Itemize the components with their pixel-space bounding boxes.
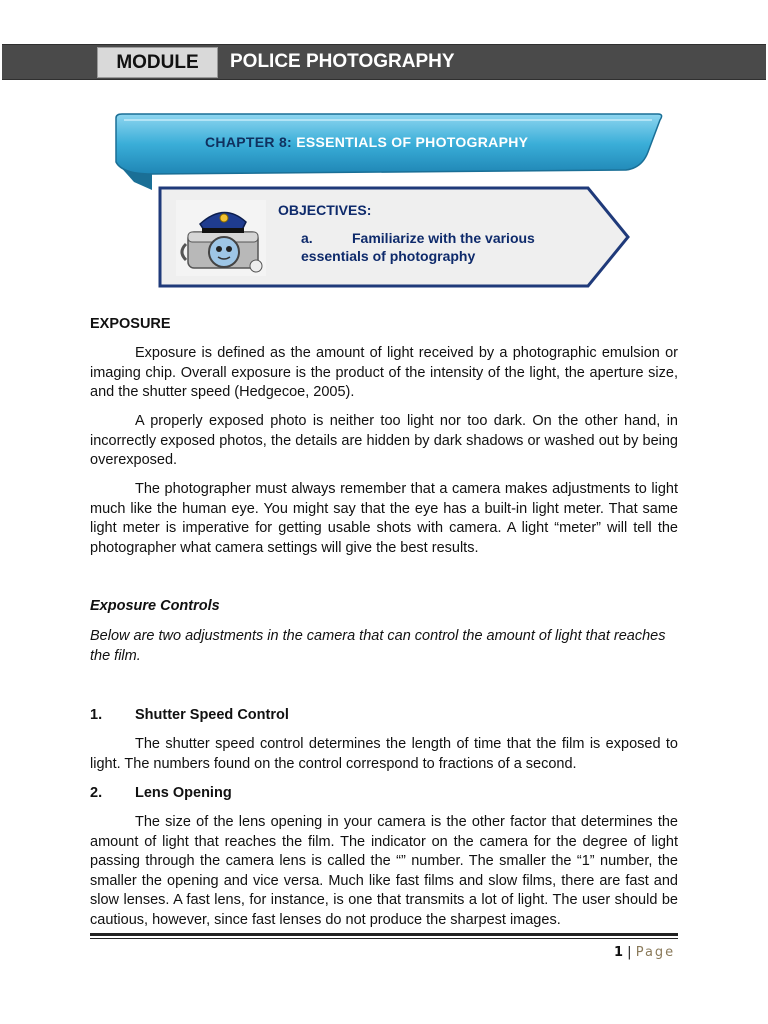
paragraph-text: A properly exposed photo is neither too light nor too dark. On the other hand, in incorrectly exposed photos, the details are hidden by dark shadows or washed out by being overexposed. bbox=[90, 413, 678, 468]
footer-rule-thin bbox=[90, 938, 678, 939]
footer-rule-thick bbox=[90, 933, 678, 936]
exposure-controls-intro: Below are two adjustments in the camera that can control the amount of light that reaches the film. bbox=[90, 628, 666, 664]
module-header-bar bbox=[2, 44, 766, 80]
page-word: Page bbox=[635, 945, 676, 960]
paragraph-text: The size of the lens opening in your camera is the other factor that determines the amount of light that reaches the film. The indicator on the camera for the degree of light passing through the camera lens is called the “” number. The smaller the “1” number, the smaller the opening and vice versa. Much like fast films and slow films, there are fast and slow lenses. A fast lens, for instance, is one that transmits a lot of light. The user should be cautious, however, since fast lenses do not produce the sharpest images. bbox=[90, 814, 678, 928]
paragraph-text: Exposure is defined as the amount of light received by a photographic emulsion or imaging chip. Overall exposure is the product of the intensity of the light, the aperture size, and the shutter speed (Hedgecoe, 2005). bbox=[90, 345, 678, 400]
paragraph-shutter-speed bbox=[90, 735, 678, 774]
paragraph-text: The photographer must always remember that a camera makes adjustments to light much like the human eye. You might say that the eye has a built-in light meter. That same light meter is imperative for getting usable shots with camera. A light “meter” will tell the photographer what camera settings will give the best results. bbox=[90, 481, 678, 556]
paragraph-lens-opening bbox=[90, 813, 678, 930]
chapter-banner-ribbon bbox=[112, 112, 664, 192]
paragraph-proper-exposure bbox=[90, 412, 678, 471]
page-number-value: 1 bbox=[614, 945, 624, 960]
exposure-controls-heading: Exposure Controls bbox=[90, 598, 220, 614]
page-number bbox=[614, 945, 675, 960]
chapter-name: ESSENTIALS OF PHOTOGRAPHY bbox=[296, 134, 529, 150]
item-heading: Lens Opening bbox=[135, 785, 232, 801]
police-camera-mascot-icon bbox=[176, 200, 266, 276]
chapter-label: CHAPTER 8: bbox=[205, 134, 297, 150]
item-number: 1. bbox=[90, 707, 103, 723]
paragraph-exposure-definition bbox=[90, 344, 678, 403]
chapter-title bbox=[205, 134, 528, 150]
page-separator: | bbox=[623, 945, 636, 960]
objective-marker: a. bbox=[301, 230, 313, 246]
item-shutter-speed-heading bbox=[90, 706, 678, 726]
paragraph-text: The shutter speed control determines the length of time that the film is exposed to light. The numbers found on the control correspond to fractions of a second. bbox=[90, 736, 678, 772]
objective-text: Familiarize with the various essentials of photography bbox=[301, 230, 535, 264]
module-label: MODULE bbox=[97, 47, 218, 78]
item-lens-opening-heading bbox=[90, 784, 678, 804]
item-number: 2. bbox=[90, 785, 103, 801]
module-title: POLICE PHOTOGRAPHY bbox=[230, 51, 455, 72]
paragraph-light-meter bbox=[90, 480, 678, 558]
objectives-heading: OBJECTIVES: bbox=[278, 202, 372, 218]
item-heading: Shutter Speed Control bbox=[135, 707, 289, 723]
exposure-heading: EXPOSURE bbox=[90, 316, 171, 332]
objective-item bbox=[301, 229, 601, 265]
